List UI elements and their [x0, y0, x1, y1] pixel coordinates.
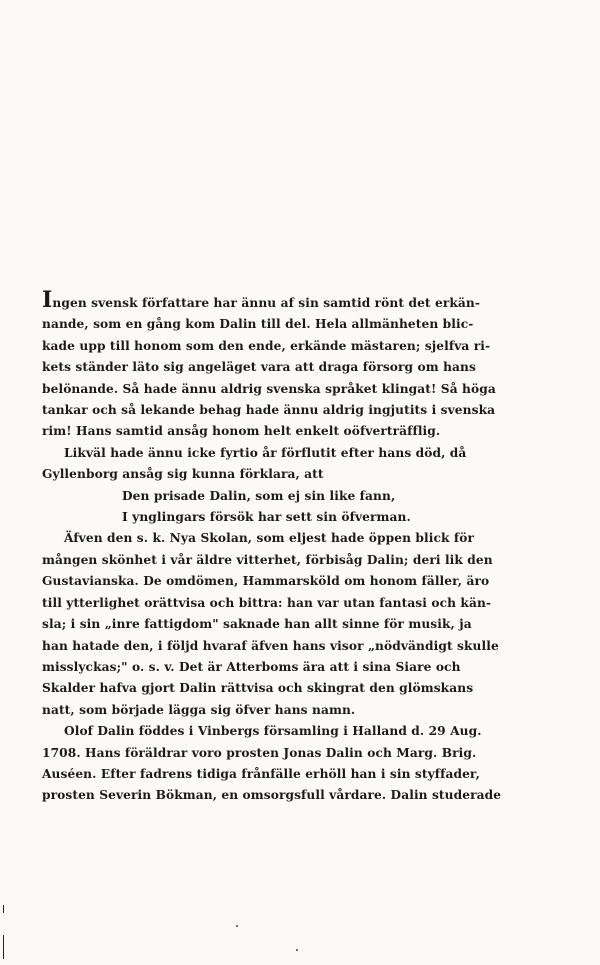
text-line: kade upp till honom som den ende, erkände mästaren; sjelfva ri- [42, 338, 491, 353]
text-line: kets ständer läto sig angeläget vara att draga försorg om hans [42, 360, 476, 375]
text-line: han hatade den, i följd hvaraf äfven hans visor „nödvändigt skulle [42, 638, 499, 653]
text-line: Äfven den s. k. Nya Skolan, som eljest hade öppen blick för [64, 531, 474, 546]
scan-speck [296, 949, 298, 951]
text-line: Skalder hafva gjort Dalin rättvisa och skingrat den glömskans [42, 681, 474, 696]
text-line: sla; i sin „inre fattigdom" saknade han allt sinne för musik, ja [42, 617, 472, 632]
paragraph-2 [42, 443, 467, 486]
text-line: prosten Severin Bökman, en omsorgsfull vårdare. Dalin studerade [42, 788, 502, 803]
text-line: tankar och så lekande behag hade ännu aldrig ingjutits i svenska [42, 403, 496, 418]
paragraph-4 [42, 721, 502, 807]
text-line: Likväl hade ännu icke fyrtio år förflutit efter hans död, då [64, 445, 467, 460]
scan-margin-mark [3, 935, 4, 959]
text-line: Auséen. Efter fadrens tidiga frånfälle erhöll han i sin styffader, [42, 766, 480, 781]
text-line: Ingen svensk författare har ännu af sin samtid rönt det erkän- [42, 287, 481, 313]
text-line: rim! Hans samtid ansåg honom helt enkelt oöfverträfflig. [42, 424, 441, 439]
drop-cap: I [42, 287, 53, 313]
text-line: Gustavianska. De omdömen, Hammarsköld om honom fäller, äro [42, 574, 490, 589]
text-line: natt, som började lägga sig öfver hans namn. [42, 702, 356, 717]
verse-quote [42, 486, 460, 529]
paragraph-1 [42, 287, 496, 443]
verse-line: I ynglingars försök har sett sin öfverman. [122, 510, 411, 525]
text-line: 1708. Hans föräldrar voro prosten Jonas Dalin och Marg. Brig. [42, 745, 477, 760]
paragraph-3 [42, 528, 499, 721]
text-line: Olof Dalin föddes i Vinbergs församling i Halland d. 29 Aug. [64, 724, 482, 739]
scan-margin-mark [3, 905, 4, 913]
text-line: nande, som en gång kom Dalin till del. Hela allmänheten blic- [42, 317, 474, 332]
text-line: Gyllenborg ansåg sig kunna förklara, att [42, 467, 324, 482]
text-line: belönande. Så hade ännu aldrig svenska språket klingat! Så höga [42, 381, 496, 396]
text-line: mången skönhet i vår äldre vitterhet, förbisåg Dalin; deri lik den [42, 552, 493, 567]
page-text [42, 287, 502, 807]
verse-line: Den prisade Dalin, som ej sin like fann, [122, 488, 396, 503]
scan-speck [236, 925, 238, 927]
text-line: misslyckas;" o. s. v. Det är Atterboms ära att i sina Siare och [42, 659, 461, 674]
text-line: till ytterlighet orättvisa och bittra: han var utan fantasi och kän- [42, 595, 492, 610]
